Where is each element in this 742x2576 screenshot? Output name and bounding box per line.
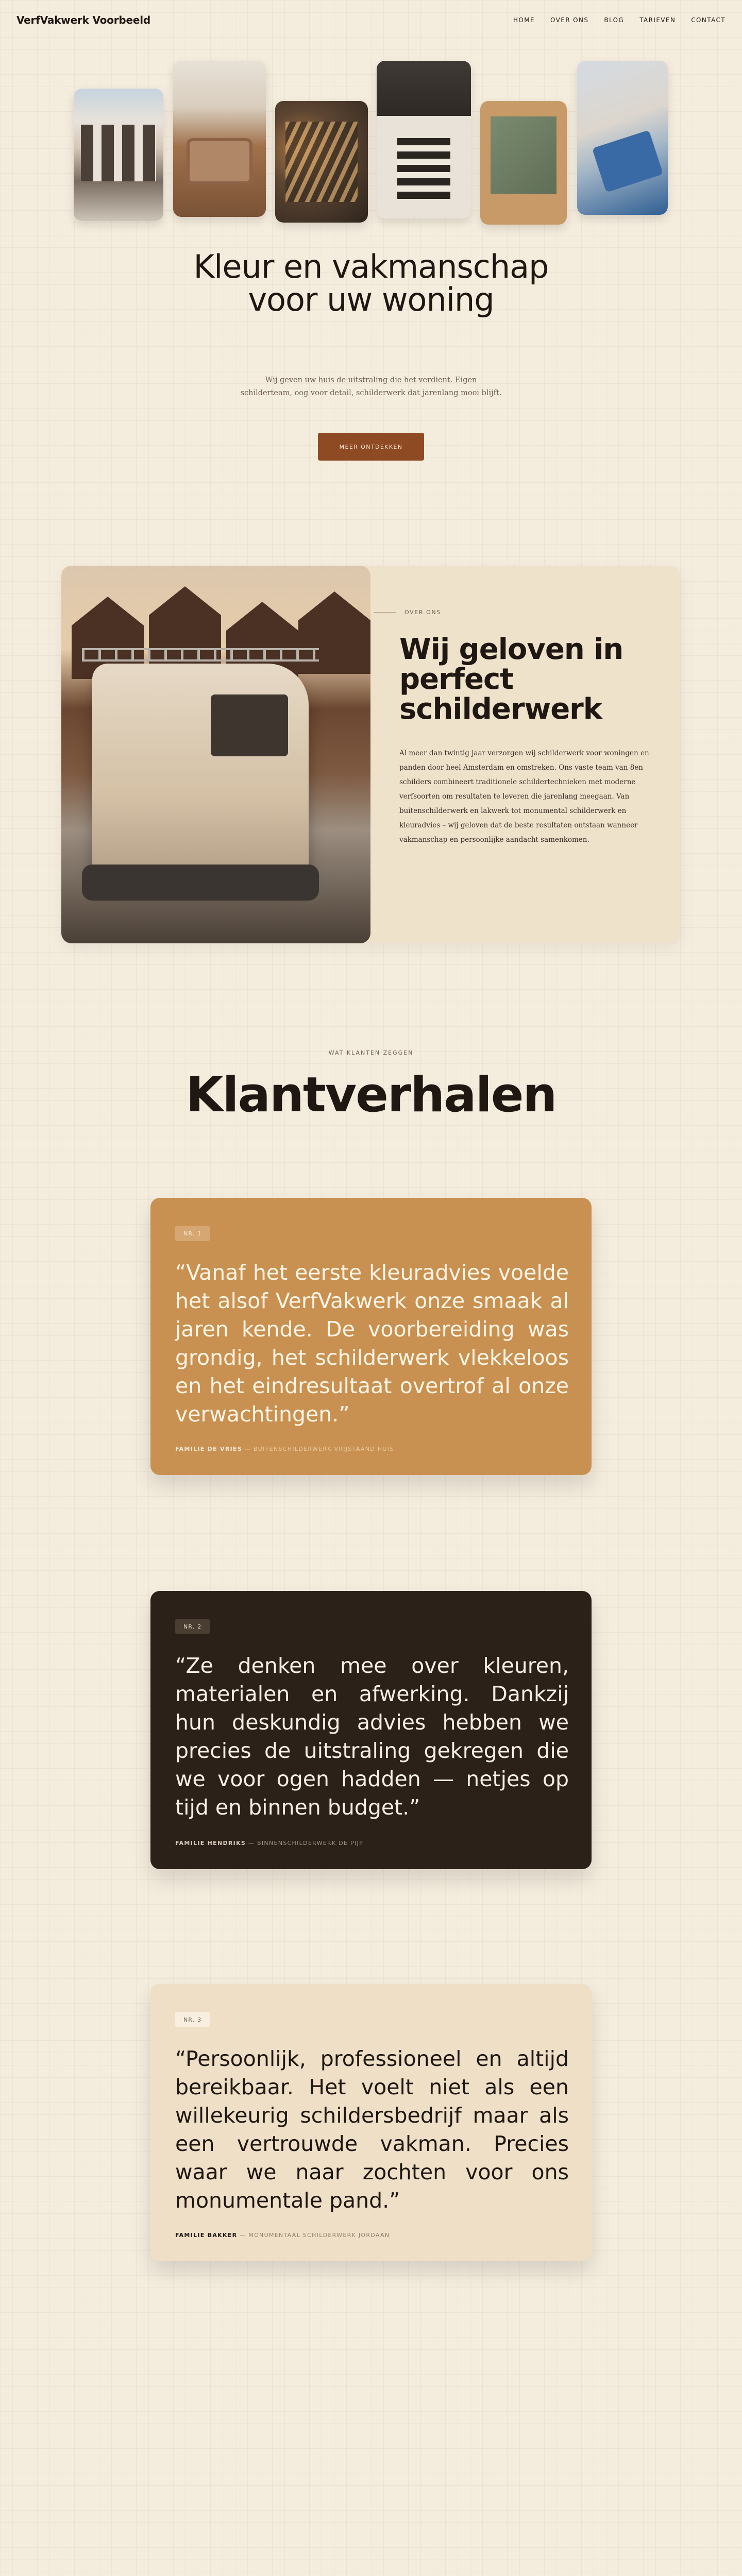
- testimonial-author: FAMILIE HENDRIKS — BINNENSCHILDERWERK DE PIJP: [175, 1840, 364, 1846]
- photo-ladder: [82, 648, 319, 662]
- testimonial-detail: BUITENSCHILDERWERK VRIJSTAAND HUIS: [253, 1446, 394, 1452]
- main-menu: [513, 16, 726, 24]
- nav-over-ons[interactable]: OVER ONS: [550, 16, 589, 24]
- about-eyebrow-label: OVER ONS: [404, 609, 441, 616]
- testimonial-tag: NR. 3: [175, 2012, 210, 2027]
- testimonial-card: [150, 1984, 592, 2261]
- testimonial-author: FAMILIE BAKKER — MONUMENTAAL SCHILDERWERK JORDAAN: [175, 2232, 390, 2239]
- hero-photo-painting: [577, 61, 668, 215]
- about-title: Wij geloven in perfect schilderwerk: [399, 633, 623, 726]
- about-eyebrow: [374, 609, 441, 616]
- hero-photo-door: [173, 61, 266, 217]
- top-nav: [0, 0, 742, 40]
- nav-tarieven[interactable]: TARIEVEN: [639, 16, 676, 24]
- testimonial-quote: “Persoonlijk, professioneel en altijd bereikbaar. Het voelt niet als een willekeurig schildersbedrijf maar als een vertrouwde vakman. Precies waar we naar zochten voor ons monumentale pand.”: [175, 2046, 569, 2213]
- testimonial-quote: “Vanaf het eerste kleuradvies voelde het alsof VerfVakwerk onze smaak al jaren kende. De voorbereiding was grondig, het schilderwerk vlekkeloos en het eindresultaat overtrof al onze verwachtingen.”: [175, 1260, 569, 1427]
- hero-photo-window: [377, 61, 471, 218]
- testimonial-card: [150, 1198, 592, 1475]
- testimonial-name: FAMILIE DE VRIES: [175, 1446, 243, 1452]
- hero-photo-swatch: [480, 101, 567, 225]
- testimonial-name: FAMILIE BAKKER: [175, 2232, 238, 2239]
- testimonials-eyebrow: WAT KLANTEN ZEGGEN: [328, 1049, 414, 1056]
- hero-photo-brushes: [275, 101, 368, 223]
- hero-photo-facade: [74, 89, 163, 221]
- photo-roof: [298, 591, 370, 674]
- testimonial-author: FAMILIE DE VRIES — BUITENSCHILDERWERK VRIJSTAAND HUIS: [175, 1446, 394, 1452]
- testimonial-name: FAMILIE HENDRIKS: [175, 1840, 246, 1846]
- about-photo-van: [61, 566, 370, 943]
- testimonial-quote: “Ze denken mee over kleuren, materialen en afwerking. Dankzij hun deskundig advies hebben we precies de uitstraling gekregen die we voor ogen hadden — netjes op tijd en binnen budget.”: [175, 1653, 569, 1820]
- testimonial-tag: NR. 1: [175, 1226, 210, 1241]
- nav-home[interactable]: HOME: [513, 16, 535, 24]
- testimonial-card: [150, 1591, 592, 1869]
- about-text: Al meer dan twintig jaar verzorgen wij schilderwerk voor woningen en panden door heel Amsterdam en omstreken. Ons vaste team van 8en schilders combineert traditionele schildertechnieken met moderne verfsoorten om resultaten te leveren die jarenlang meegaan. Van buitenschilderwerk en lakwerk tot monumental schilderwerk en kleuradvies – wij geloven dat de beste resultaten ontstaan wanneer vakmanschap en persoonlijke aandacht samenkomen.: [399, 749, 649, 844]
- testimonial-tag: NR. 2: [175, 1619, 210, 1634]
- nav-blog[interactable]: BLOG: [604, 16, 625, 24]
- testimonials-title: Klantverhalen: [185, 1067, 556, 1123]
- logo[interactable]: VerfVakwerk Voorbeeld: [16, 14, 151, 26]
- nav-contact[interactable]: CONTACT: [691, 16, 726, 24]
- photo-van: [92, 664, 309, 880]
- hero-subtitle: Wij geven uw huis de uitstraling die het verdient. Eigen schilderteam, oog voor detail, schilderwerk dat jarenlang mooi blijft.: [240, 376, 502, 397]
- hero-cta-button[interactable]: MEER ONTDEKKEN: [318, 433, 424, 461]
- testimonial-detail: MONUMENTAAL SCHILDERWERK JORDAAN: [248, 2232, 390, 2239]
- testimonial-detail: BINNENSCHILDERWERK DE PIJP: [257, 1840, 364, 1846]
- hero-title: Kleur en vakmanschap voor uw woning: [193, 248, 549, 318]
